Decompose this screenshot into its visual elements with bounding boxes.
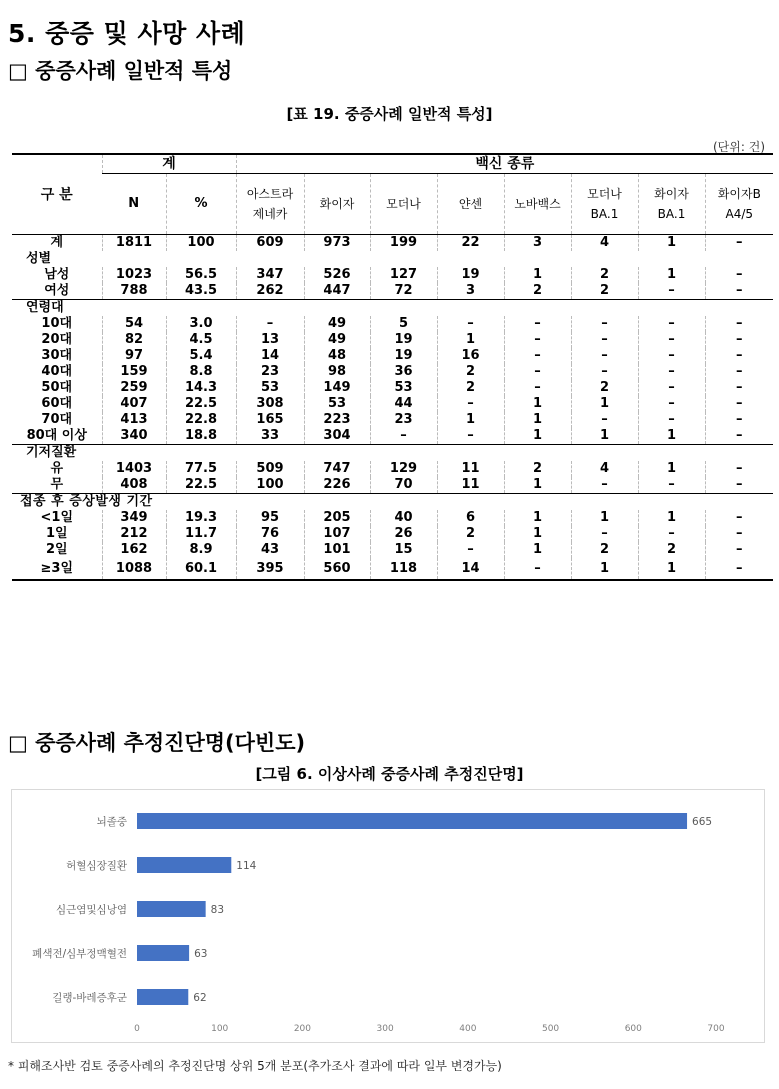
table-cell: 162 [102,542,166,558]
section-label: 접종 후 증상발생 기간 [12,494,773,511]
table-cell: – [504,364,571,380]
vaccine-name-line2: A4/5 [725,207,754,221]
table-cell: 259 [102,380,166,396]
table-cell: 509 [236,461,304,477]
table-cell: – [571,332,638,348]
table-cell: – [638,348,705,364]
table-cell: 159 [102,364,166,380]
table-cell: 349 [102,510,166,526]
header-percent: % [166,174,236,235]
table-cell: 1 [571,510,638,526]
table-cell: 22.5 [166,396,236,412]
table-cell: 22.5 [166,477,236,494]
category-label: 폐색전/심부정맥혈전 [32,948,127,960]
data-label: 63 [194,948,208,960]
bar [137,901,206,917]
row-label: 2일 [45,542,68,557]
table-caption: [표 19. 중증사례 일반적 특성] [286,105,493,123]
table-cell: 97 [102,348,166,364]
table-cell: 5.4 [166,348,236,364]
data-label: 114 [236,860,257,872]
table-cell: 22.8 [166,412,236,428]
table-cell: 43.5 [166,283,236,300]
table-cell: – [638,477,705,494]
table-cell: 149 [304,380,370,396]
row-label: 여성 [44,283,70,298]
table-cell: 1 [638,461,705,477]
section-header-row [12,251,773,267]
table-cell: 8.8 [166,364,236,380]
table-row [12,283,773,300]
table-cell: 395 [236,558,304,580]
table-cell: 15 [370,542,437,558]
table-cell: 262 [236,283,304,300]
table-cell: 48 [304,348,370,364]
bar [137,857,231,873]
table-cell: 1 [638,428,705,445]
table-cell: 347 [236,267,304,283]
bar [137,813,687,829]
table-cell: – [705,526,773,542]
table-cell: 19 [437,267,504,283]
table-cell: 14 [236,348,304,364]
section-heading-general: □ 중증사례 일반적 특성 [8,59,233,83]
table-cell: 2 [437,526,504,542]
header-vaccine [705,174,773,235]
tick-label: 100 [211,1024,229,1034]
category-label: 심근염및심낭염 [55,904,127,916]
table-cell: 5 [370,316,437,332]
table-cell: 19.3 [166,510,236,526]
table-cell: 747 [304,461,370,477]
table-cell: 40 [370,510,437,526]
table-cell: 49 [304,332,370,348]
table-cell: 54 [102,316,166,332]
table-cell: 2 [638,542,705,558]
table-cell: – [705,477,773,494]
table-cell: 2 [504,461,571,477]
header-vaccine [370,174,437,235]
table-cell: – [705,332,773,348]
table-cell: – [571,477,638,494]
section-header-row [12,494,773,511]
vaccine-name-line1: 노바백스 [514,197,561,211]
table-cell: 127 [370,267,437,283]
table-row [12,235,773,252]
header-vaccine [638,174,705,235]
table-cell: 560 [304,558,370,580]
tick-label: 600 [624,1024,642,1034]
table-cell: 11 [437,477,504,494]
table-row [12,542,773,558]
table-row [12,428,773,445]
chart-canvas [12,790,764,1042]
table-cell: 340 [102,428,166,445]
tick-label: 500 [541,1024,560,1034]
table-cell: – [638,332,705,348]
header-vaccine [437,174,504,235]
table-row [12,380,773,396]
table-cell: 6 [437,510,504,526]
table-cell: 4 [571,235,638,252]
table-cell: 23 [370,412,437,428]
row-label: 50대 [41,380,73,395]
table-cell: – [571,364,638,380]
table-row [12,316,773,332]
row-label: 70대 [41,412,73,427]
table-cell: 72 [370,283,437,300]
header-group: 구 분 [12,154,102,235]
table-cell: 100 [166,235,236,252]
table-cell: 226 [304,477,370,494]
bar [137,989,188,1005]
table-cell: 82 [102,332,166,348]
section-header-row [12,445,773,462]
table-cell: 1023 [102,267,166,283]
table-cell: – [571,526,638,542]
table-cell: 53 [236,380,304,396]
figure-caption: [그림 6. 이상사례 중증사례 추정진단명] [255,765,524,783]
table-cell: 101 [304,542,370,558]
table-cell: 3 [504,235,571,252]
table-cell: – [236,316,304,332]
table-cell: 1 [504,542,571,558]
table-cell: 1088 [102,558,166,580]
table-cell: – [638,412,705,428]
vaccine-name-line2: BA.1 [657,207,686,221]
vaccine-name-line2: 제네카 [252,207,288,221]
table-cell: – [705,267,773,283]
table-cell: 11 [437,461,504,477]
category-label: 허혈심장질환 [66,860,127,872]
table-cell: 199 [370,235,437,252]
table-cell: – [370,428,437,445]
data-label: 62 [193,992,207,1004]
table-cell: – [571,316,638,332]
section-label: 연령대 [12,300,773,317]
table-cell: 408 [102,477,166,494]
table-cell: – [504,380,571,396]
table-cell: 60.1 [166,558,236,580]
table-cell: – [504,332,571,348]
header-total: 계 [102,154,236,174]
footnote: * 피해조사반 검토 중증사례의 추정진단명 상위 5개 분포(추가조사 결과에 따라 일부 변경가능) [8,1059,502,1073]
header-vaccine [236,174,304,235]
vaccine-name-line1: 화이자 [654,187,689,201]
table-cell: 26 [370,526,437,542]
table-cell: 1 [504,267,571,283]
table-cell: 1 [504,510,571,526]
table-cell: 1 [504,428,571,445]
table-cell: – [705,510,773,526]
table-cell: 107 [304,526,370,542]
table-row [12,348,773,364]
table-cell: 1811 [102,235,166,252]
header-vaccine-type: 백신 종류 [236,154,773,174]
table-cell: 14.3 [166,380,236,396]
table-cell: – [437,428,504,445]
table-cell: – [638,364,705,380]
table-cell: 165 [236,412,304,428]
row-label: 1일 [45,526,68,541]
table-cell: 1 [638,267,705,283]
category-label: 길랭-바레증후군 [52,992,127,1004]
table-cell: 49 [304,316,370,332]
row-label: 60대 [41,396,73,411]
table-cell: 70 [370,477,437,494]
unit-label: (단위: 건) [713,140,765,154]
table-cell: 11.7 [166,526,236,542]
table-cell: 4 [571,461,638,477]
table-cell: 118 [370,558,437,580]
table-cell: 1 [638,235,705,252]
tick-label: 300 [376,1024,394,1034]
vaccine-name-line1: 모더나 [386,197,421,211]
table-row [12,477,773,494]
table-cell: 3 [437,283,504,300]
vaccine-name-line1: 얀센 [458,197,483,211]
table-cell: 16 [437,348,504,364]
table-cell: – [705,542,773,558]
table-cell: – [705,235,773,252]
table-cell: 407 [102,396,166,412]
table-cell: 76 [236,526,304,542]
tick-label: 700 [707,1024,725,1034]
table-cell: 308 [236,396,304,412]
vaccine-name-line2: BA.1 [590,207,619,221]
section-label: 성별 [26,251,52,266]
table-row [12,364,773,380]
table-cell: 1 [504,477,571,494]
header-vaccine [571,174,638,235]
table-cell: – [705,412,773,428]
table-cell: 1 [437,412,504,428]
table-cell: 22 [437,235,504,252]
table-cell: 95 [236,510,304,526]
table-cell: – [705,396,773,412]
page-title: 5. 중증 및 사망 사례 [8,19,246,48]
vaccine-name-line1: 화이자B [717,187,761,201]
table-cell: 212 [102,526,166,542]
table-cell: 23 [236,364,304,380]
table-cell: 526 [304,267,370,283]
vaccine-name-line1: 모더나 [587,187,622,201]
table-cell: – [504,348,571,364]
table-cell: 1 [437,332,504,348]
table-row [12,526,773,542]
table-cell: – [638,283,705,300]
table-cell: 98 [304,364,370,380]
row-label: 계 [50,235,64,250]
table-cell: 1 [504,396,571,412]
table-cell: 77.5 [166,461,236,477]
diagnosis-bar-chart [11,789,765,1043]
table-cell: 33 [236,428,304,445]
section-header-row [12,300,773,317]
table-cell: – [705,428,773,445]
table-cell: – [638,380,705,396]
table-row [12,558,773,580]
table-cell: 413 [102,412,166,428]
row-label: 30대 [41,348,73,363]
bar [137,945,189,961]
table-row [12,332,773,348]
table-cell: 2 [571,267,638,283]
table-cell: 3.0 [166,316,236,332]
table-cell: – [705,348,773,364]
table-cell: 1 [571,558,638,580]
table-cell: 2 [571,542,638,558]
table-cell: 36 [370,364,437,380]
severe-case-table [12,153,773,581]
table-cell: 1 [504,526,571,542]
row-label: 20대 [41,332,73,347]
table-row [12,461,773,477]
table-cell: 1 [571,396,638,412]
table-cell: 609 [236,235,304,252]
table-cell: 1 [638,510,705,526]
data-label: 665 [692,816,713,828]
row-label: ≥3일 [40,560,73,576]
table-cell: 1403 [102,461,166,477]
table-cell: – [638,396,705,412]
table-cell: – [504,316,571,332]
row-label: <1일 [40,510,73,525]
table-cell: 447 [304,283,370,300]
category-label: 뇌졸중 [96,816,127,828]
table-cell: – [437,542,504,558]
table-cell: – [705,364,773,380]
table-cell: 1 [571,428,638,445]
table-row [12,396,773,412]
vaccine-name-line1: 화이자 [319,197,355,211]
row-label: 80대 이상 [26,428,87,443]
table-cell: – [705,461,773,477]
table-cell: 2 [504,283,571,300]
header-vaccine [304,174,370,235]
section-heading-diagnosis: □ 중증사례 추정진단명(다빈도) [8,731,306,755]
table-cell: 100 [236,477,304,494]
table-row [12,267,773,283]
table-cell: 973 [304,235,370,252]
table-cell: 53 [304,396,370,412]
table-cell: 1 [504,412,571,428]
table-cell: – [705,316,773,332]
header-vaccine [504,174,571,235]
table-row [12,412,773,428]
table-cell: 1 [638,558,705,580]
row-label: 남성 [44,267,70,282]
table-cell: 8.9 [166,542,236,558]
table-cell: – [571,412,638,428]
table-cell: – [638,316,705,332]
data-label: 83 [210,904,225,916]
table-cell: 56.5 [166,267,236,283]
row-label: 40대 [41,364,73,379]
table-cell: – [504,558,571,580]
tick-label: 0 [134,1024,140,1034]
tick-label: 200 [293,1024,312,1034]
table-cell: – [705,380,773,396]
table-cell: – [437,396,504,412]
table-cell: 19 [370,348,437,364]
header-n: N [128,196,140,211]
vaccine-name-line1: 아스트라 [246,187,294,201]
row-label: 유 [50,461,64,476]
table-cell: 223 [304,412,370,428]
row-label: 무 [50,477,64,492]
table-cell: 2 [437,380,504,396]
row-label: 10대 [41,316,73,331]
table-cell: 4.5 [166,332,236,348]
table-cell: – [705,283,773,300]
table-cell: – [571,348,638,364]
table-cell: 14 [437,558,504,580]
table-cell: 2 [437,364,504,380]
table-cell: 129 [370,461,437,477]
table-cell: 53 [370,380,437,396]
table-cell: 18.8 [166,428,236,445]
tick-label: 400 [459,1024,477,1034]
section-label: 기저질환 [12,445,773,462]
table-cell: 2 [571,380,638,396]
table-cell: 788 [102,283,166,300]
table-cell: 2 [571,283,638,300]
table-cell: 304 [304,428,370,445]
table-cell: 19 [370,332,437,348]
table-row [12,510,773,526]
table-cell: 43 [236,542,304,558]
table-cell: 44 [370,396,437,412]
table-cell: – [705,558,773,580]
table-cell: – [437,316,504,332]
table-cell: 205 [304,510,370,526]
table-cell: 13 [236,332,304,348]
table-cell: – [638,526,705,542]
